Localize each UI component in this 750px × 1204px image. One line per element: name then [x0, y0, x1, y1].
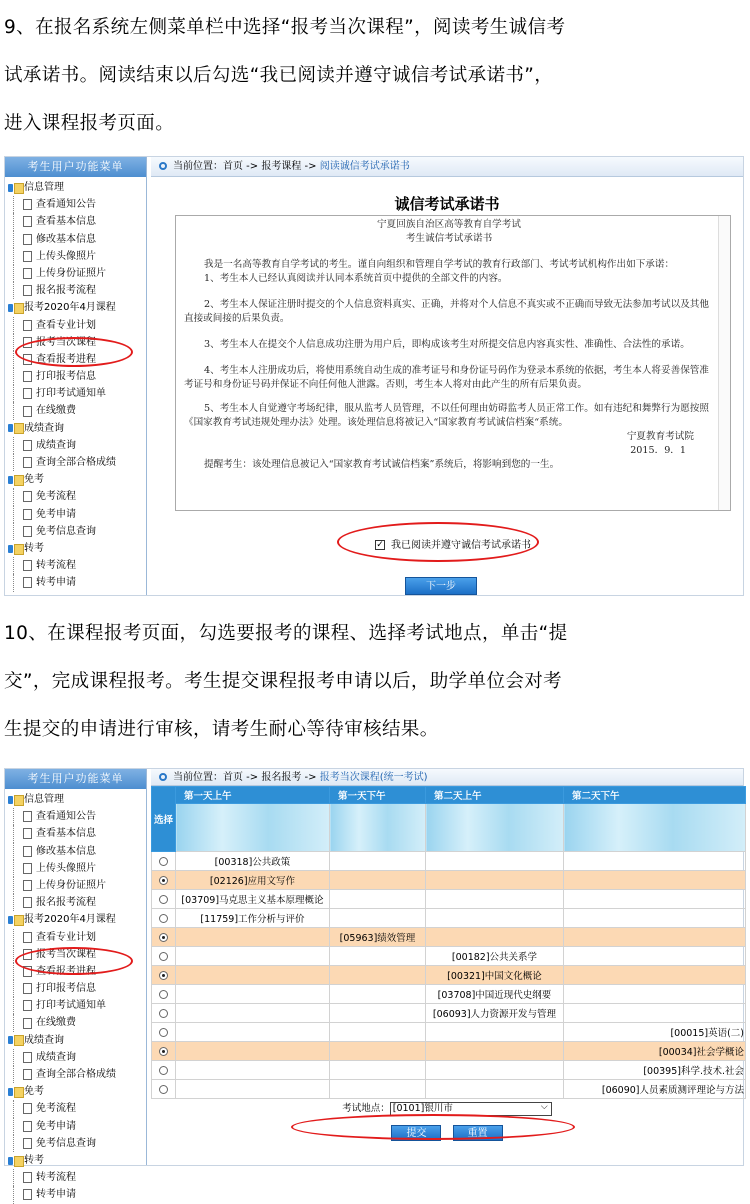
course-table	[151, 786, 746, 1099]
sidebar-item[interactable]	[5, 860, 146, 877]
course-name: [02126]应用文写作	[176, 871, 330, 890]
folder-icon	[8, 423, 22, 433]
empty-cell	[176, 1042, 330, 1061]
sidebar-item[interactable]	[5, 523, 146, 540]
folder-icon	[8, 1087, 22, 1097]
header-day2-pm: 第二天下午	[564, 787, 746, 804]
course-radio[interactable]	[159, 857, 168, 866]
sidebar-group[interactable]	[5, 420, 146, 437]
checkbox-checked-icon: ✓	[376, 540, 384, 550]
sidebar-item-label: 打印报考信息	[36, 371, 96, 383]
pledge-date: 2015．9．1	[630, 445, 686, 456]
step10-line-1: 10、在课程报考页面，勾选要报考的课程、选择考试地点，单击“提	[4, 623, 568, 644]
course-name: [00034]社会学概论	[564, 1042, 746, 1061]
pledge-signature: 宁夏教育考试院	[626, 431, 694, 442]
course-name: [11759]工作分析与评价	[176, 909, 330, 928]
empty-cell	[426, 909, 564, 928]
sidebar-item-label: 免考流程	[36, 1103, 76, 1115]
table-header-row	[152, 787, 746, 804]
sidebar-item-label: 在线缴费	[36, 405, 76, 417]
empty-cell	[426, 890, 564, 909]
next-button[interactable]: 下一步	[405, 577, 477, 595]
page-icon	[23, 1069, 32, 1080]
page-icon	[23, 199, 32, 210]
sidebar-item[interactable]	[5, 574, 146, 591]
course-name: [06093]人力资源开发与管理	[426, 1004, 564, 1023]
sidebar-group[interactable]	[5, 471, 146, 488]
sidebar-item-label: 上传身份证照片	[36, 879, 106, 891]
sidebar-item[interactable]	[5, 1135, 146, 1152]
step10-paragraph	[4, 610, 744, 754]
course-radio[interactable]	[159, 1047, 168, 1056]
page-icon	[23, 1138, 32, 1149]
empty-cell	[330, 1061, 426, 1080]
course-row	[152, 985, 746, 1004]
sidebar-item-label: 查询全部合格成绩	[36, 1069, 116, 1080]
sidebar-item-label: 查询全部合格成绩	[36, 457, 116, 468]
course-radio-cell[interactable]	[152, 909, 176, 928]
course-radio[interactable]	[159, 990, 168, 999]
sidebar-item-label: 上传身份证照片	[36, 267, 106, 279]
course-radio[interactable]	[159, 971, 168, 980]
sidebar-item[interactable]	[5, 1049, 146, 1066]
main-panel	[151, 157, 743, 595]
sidebar-item-label: 转考申请	[36, 1189, 76, 1201]
sidebar-item[interactable]	[5, 488, 146, 505]
sidebar-item-label: 报名报考流程	[36, 897, 96, 909]
sidebar-item-label: 上传头像照片	[36, 250, 96, 262]
page-icon	[23, 320, 32, 331]
page-icon	[23, 371, 32, 382]
pledge-item-1: 1、考生本人已经认真阅读并认同本系统首页中提供的全部文件的内容。	[204, 273, 508, 284]
breadcrumb-path: 当前位置：首页 -> 报考课程 ->	[173, 161, 320, 172]
page-icon	[23, 509, 32, 520]
page-icon	[23, 828, 32, 839]
sidebar-item[interactable]	[5, 825, 146, 842]
empty-cell	[564, 966, 746, 985]
course-name: [03708]中国近现代史纲要	[426, 985, 564, 1004]
submit-button[interactable]: 提交	[391, 1125, 441, 1141]
course-radio[interactable]	[159, 1009, 168, 1018]
time-cell-blurred	[176, 804, 330, 852]
sidebar-item-label: 修改基本信息	[36, 845, 96, 857]
pledge-item-2: 2、考生本人保证注册时提交的个人信息资料真实、正确，并将对个人信息不真实或不正确而导致无法参加考试以及其他直接或间接的后果负责。	[184, 299, 709, 324]
exam-time-row	[152, 804, 746, 852]
sidebar-item-label: 打印报考信息	[36, 983, 96, 995]
sidebar-item-label: 报考当次课程	[36, 948, 96, 960]
sidebar-item-label: 查看基本信息	[36, 216, 96, 228]
sidebar-item[interactable]	[5, 894, 146, 911]
page-icon	[23, 880, 32, 891]
page-icon	[23, 1189, 32, 1200]
time-cell-blurred	[330, 804, 426, 852]
page-icon	[23, 406, 32, 417]
empty-cell	[176, 928, 330, 947]
sidebar-group-label: 转考	[24, 1154, 44, 1166]
course-name: [06090]人员素质测评理论与方法	[564, 1080, 746, 1099]
step9-line-1: 9、在报名系统左侧菜单栏中选择“报考当次课程”，阅读考生诚信考	[4, 17, 566, 38]
page-icon	[23, 1018, 32, 1029]
empty-cell	[176, 1023, 330, 1042]
sidebar-item-label: 在线缴费	[36, 1017, 76, 1029]
course-radio-cell[interactable]	[152, 985, 176, 1004]
course-radio-cell[interactable]	[152, 1042, 176, 1061]
exam-place-label: 考试地点：	[342, 1103, 390, 1114]
page-icon	[23, 863, 32, 874]
time-cell-blurred	[564, 804, 746, 852]
sidebar-item[interactable]	[5, 557, 146, 574]
sidebar-title: 考生用户功能菜单	[5, 157, 146, 177]
course-row	[152, 1004, 746, 1023]
sidebar-item[interactable]	[5, 808, 146, 825]
course-radio-cell[interactable]	[152, 871, 176, 890]
sidebar-group[interactable]	[5, 299, 146, 316]
course-radio-cell[interactable]	[152, 1061, 176, 1080]
course-radio-cell[interactable]	[152, 1023, 176, 1042]
empty-cell	[426, 871, 564, 890]
sidebar-item-label: 查看报考进程	[36, 353, 96, 365]
header-day1-pm: 第一天下午	[330, 787, 426, 804]
course-row	[152, 1080, 746, 1099]
folder-icon	[8, 1035, 22, 1045]
course-row	[152, 966, 746, 985]
course-radio-cell[interactable]	[152, 966, 176, 985]
sidebar-item-label: 免考申请	[36, 1120, 76, 1132]
empty-cell	[330, 947, 426, 966]
exam-place-value: [0101]银川市	[392, 1102, 453, 1114]
sidebar-item[interactable]	[5, 402, 146, 419]
course-radio[interactable]	[159, 876, 168, 885]
sidebar-item-label: 免考信息查询	[36, 525, 96, 537]
sidebar-item[interactable]	[5, 1100, 146, 1117]
course-row	[152, 1042, 746, 1061]
step9-line-3: 进入课程报考页面。	[4, 113, 175, 134]
menu-highlight-ring	[15, 947, 133, 975]
empty-cell	[426, 1042, 564, 1061]
course-name: [00395]科学.技术.社会	[564, 1061, 746, 1080]
page-icon	[23, 811, 32, 822]
page-icon	[23, 457, 32, 468]
sidebar-item-label: 转考流程	[36, 1172, 76, 1184]
sidebar-group-label: 免考	[24, 1086, 44, 1098]
empty-cell	[176, 1004, 330, 1023]
course-row	[152, 928, 746, 947]
page-icon	[23, 1121, 32, 1132]
sidebar-item-label: 查看报考进程	[36, 965, 96, 977]
sidebar-group-label: 成绩查询	[24, 422, 64, 434]
course-row	[152, 909, 746, 928]
page-icon	[23, 983, 32, 994]
sidebar-item[interactable]	[5, 1066, 146, 1083]
course-row	[152, 1023, 746, 1042]
course-row	[152, 890, 746, 909]
breadcrumb-current: 阅读诚信考试承诺书	[319, 161, 410, 172]
page-icon	[23, 285, 32, 296]
empty-cell	[330, 1080, 426, 1099]
course-row	[152, 947, 746, 966]
sidebar-group[interactable]	[5, 791, 146, 808]
page-icon	[23, 491, 32, 502]
page-icon	[23, 440, 32, 451]
sidebar-item[interactable]	[5, 368, 146, 385]
pledge-screenshot	[4, 156, 744, 596]
course-radio[interactable]	[159, 895, 168, 904]
sidebar-item-label: 报考当次课程	[36, 336, 96, 348]
page-icon	[23, 846, 32, 857]
pledge-item-4: 4、考生本人注册成功后，将使用系统自动生成的准考证号和身份证号码作为登录本系统的依据，考生本人将妥善保管准考证号和身份证号码并保证不向任何他人泄露。否则，考生本人将对由此产生的所有后果负责。	[184, 365, 709, 390]
course-radio-cell[interactable]	[152, 928, 176, 947]
sidebar-item[interactable]	[5, 265, 146, 282]
course-radio-cell[interactable]	[152, 852, 176, 871]
sidebar-group[interactable]	[5, 540, 146, 557]
sidebar-item[interactable]	[5, 196, 146, 213]
step10-line-3: 生提交的申请进行审核，请考生耐心等待审核结果。	[4, 719, 439, 740]
folder-icon	[8, 1156, 22, 1166]
course-radio-cell[interactable]	[152, 1080, 176, 1099]
sidebar-item-label: 上传头像照片	[36, 862, 96, 874]
course-radio[interactable]	[159, 933, 168, 942]
folder-icon	[8, 544, 22, 554]
page-icon	[23, 234, 32, 245]
reset-button[interactable]: 重置	[453, 1125, 503, 1141]
pledge-text-box[interactable]	[175, 215, 731, 511]
empty-cell	[176, 1080, 330, 1099]
empty-cell	[564, 852, 746, 871]
sidebar-item-label: 转考流程	[36, 560, 76, 572]
folder-icon	[8, 303, 22, 313]
course-radio[interactable]	[159, 952, 168, 961]
sidebar-item-label: 免考信息查询	[36, 1137, 96, 1149]
sidebar-group-label: 转考	[24, 542, 44, 554]
page-icon	[23, 526, 32, 537]
empty-cell	[564, 985, 746, 1004]
course-row	[152, 1061, 746, 1080]
header-day1-am: 第一天上午	[176, 787, 330, 804]
sidebar-tree	[5, 177, 146, 592]
step10-line-2: 交”，完成课程报考。考生提交课程报考申请以后，助学单位会对考	[4, 671, 563, 692]
page-icon	[23, 216, 32, 227]
course-radio[interactable]	[159, 1085, 168, 1094]
empty-cell	[426, 928, 564, 947]
pledge-heading-2: 考生诚信考试承诺书	[405, 233, 493, 244]
sidebar-item-label: 转考申请	[36, 577, 76, 589]
empty-cell	[330, 1042, 426, 1061]
time-cell-blurred	[426, 804, 564, 852]
empty-cell	[426, 1061, 564, 1080]
sidebar-item[interactable]	[5, 282, 146, 299]
course-row	[152, 852, 746, 871]
sidebar-group[interactable]	[5, 1032, 146, 1049]
sidebar-item[interactable]	[5, 1169, 146, 1186]
sidebar-group-label: 成绩查询	[24, 1034, 64, 1046]
breadcrumb-path: 当前位置：首页 -> 报名报考 ->	[173, 772, 320, 783]
page-icon	[23, 268, 32, 279]
breadcrumb-current: 报考当次课程(统一考试)	[319, 772, 428, 783]
course-radio-cell[interactable]	[152, 947, 176, 966]
sidebar-item-label: 查看基本信息	[36, 828, 96, 840]
pledge-scrollbar[interactable]	[718, 216, 730, 510]
sidebar-item[interactable]	[5, 506, 146, 523]
sidebar-item[interactable]	[5, 213, 146, 230]
sidebar-item-label: 查看通知公告	[36, 811, 96, 823]
sidebar-group[interactable]	[5, 1152, 146, 1169]
pledge-heading-1: 宁夏回族自治区高等教育自学考试	[377, 219, 521, 230]
empty-cell	[176, 947, 330, 966]
empty-cell	[330, 966, 426, 985]
pledge-item-3: 3、考生本人在提交个人信息成功注册为用户后，即构成该考生对所提交信息内容真实性、准确性、合法性的承诺。	[204, 339, 690, 350]
folder-icon	[8, 915, 22, 925]
step9-line-2: 试承诺书。阅读结束以后勾选“我已阅读并遵守诚信考试承诺书”，	[4, 65, 554, 86]
page-icon	[23, 577, 32, 588]
page-icon	[23, 932, 32, 943]
sidebar-item-label: 报名报考流程	[36, 285, 96, 297]
empty-cell	[330, 985, 426, 1004]
course-name: [05963]绩效管理	[330, 928, 426, 947]
course-name: [00015]英语(二)	[564, 1023, 746, 1042]
course-row	[152, 871, 746, 890]
sidebar-item[interactable]	[5, 385, 146, 402]
course-radio-cell[interactable]	[152, 1004, 176, 1023]
sidebar-item-label: 成绩查询	[36, 1051, 76, 1063]
empty-cell	[564, 928, 746, 947]
sidebar-menu	[5, 157, 147, 595]
course-radio[interactable]	[159, 1066, 168, 1075]
page-icon	[23, 1052, 32, 1063]
empty-cell	[564, 947, 746, 966]
select-header: 选择	[152, 787, 176, 852]
course-radio-cell[interactable]	[152, 890, 176, 909]
empty-cell	[330, 871, 426, 890]
empty-cell	[176, 1061, 330, 1080]
empty-cell	[330, 852, 426, 871]
sidebar-item[interactable]	[5, 248, 146, 265]
empty-cell	[426, 1080, 564, 1099]
empty-cell	[330, 890, 426, 909]
sidebar-item[interactable]	[5, 877, 146, 894]
sidebar-item-label: 打印考试通知单	[36, 388, 106, 400]
agree-label: 我已阅读并遵守诚信考试承诺书	[391, 540, 531, 551]
page-icon	[23, 388, 32, 399]
empty-cell	[330, 1004, 426, 1023]
folder-icon	[8, 795, 22, 805]
page-icon	[23, 1172, 32, 1183]
sidebar-item-label: 成绩查询	[36, 439, 76, 451]
folder-icon	[8, 475, 22, 485]
sidebar-item[interactable]	[5, 980, 146, 997]
page-icon	[23, 897, 32, 908]
sidebar-item[interactable]	[5, 929, 146, 946]
sidebar-group[interactable]	[5, 1083, 146, 1100]
sidebar-item[interactable]	[5, 231, 146, 248]
page-icon	[23, 1000, 32, 1011]
course-name: [00318]公共政策	[176, 852, 330, 871]
sidebar-item-label: 查看通知公告	[36, 199, 96, 211]
course-radio[interactable]	[159, 914, 168, 923]
location-icon	[159, 162, 167, 170]
empty-cell	[564, 1004, 746, 1023]
sidebar-item-label: 免考流程	[36, 491, 76, 503]
sidebar-item-label: 查看专业计划	[36, 319, 96, 331]
step9-paragraph	[4, 4, 744, 148]
sidebar-group-label: 免考	[24, 474, 44, 486]
sidebar-item-label: 查看专业计划	[36, 931, 96, 943]
breadcrumb	[151, 157, 743, 177]
empty-cell	[426, 1023, 564, 1042]
course-name: [00182]公共关系学	[426, 947, 564, 966]
pledge-item-5: 5、考生本人自觉遵守考场纪律，服从监考人员管理，不以任何理由妨碍监考人员正常工作。如有违纪和舞弊行为愿按照《国家教育考试违规处理办法》处理。该处理信息将被记入“国家教育考试诚信档案“系统。	[184, 403, 709, 428]
sidebar-item[interactable]	[5, 997, 146, 1014]
empty-cell	[564, 871, 746, 890]
sidebar-group[interactable]	[5, 911, 146, 928]
folder-icon	[8, 183, 22, 193]
sidebar-item[interactable]	[5, 437, 146, 454]
sidebar-group-label: 报考2020年4月课程	[24, 914, 116, 926]
empty-cell	[330, 1023, 426, 1042]
sidebar-item[interactable]	[5, 454, 146, 471]
pledge-title: 诚信考试承诺书	[394, 195, 500, 213]
course-radio[interactable]	[159, 1028, 168, 1037]
sidebar-title: 考生用户功能菜单	[5, 769, 146, 789]
sidebar-item[interactable]	[5, 1014, 146, 1031]
sidebar-item-label: 免考申请	[36, 508, 76, 520]
sidebar-item-label: 打印考试通知单	[36, 1000, 106, 1012]
empty-cell	[426, 852, 564, 871]
menu-highlight-ring	[15, 337, 133, 367]
breadcrumb	[151, 769, 743, 786]
sidebar-group-label: 信息管理	[24, 794, 64, 805]
sidebar-group-label: 信息管理	[24, 182, 64, 193]
empty-cell	[564, 890, 746, 909]
sidebar-item-label: 修改基本信息	[36, 233, 96, 245]
empty-cell	[564, 909, 746, 928]
course-name: [00321]中国文化概论	[426, 966, 564, 985]
sidebar-group[interactable]	[5, 179, 146, 196]
header-day2-am: 第二天上午	[426, 787, 564, 804]
sidebar-item[interactable]	[5, 843, 146, 860]
page-icon	[23, 1103, 32, 1114]
sidebar-group-label: 报考2020年4月课程	[24, 302, 116, 314]
empty-cell	[330, 909, 426, 928]
page-icon	[23, 560, 32, 571]
agree-highlight-ring	[337, 522, 539, 562]
main-panel	[151, 769, 743, 1165]
pledge-reminder: 提醒考生：该处理信息被记入“国家教育考试诚信档案”系统后，将影响到您的一生。	[204, 459, 560, 470]
place-highlight-ring	[291, 1114, 575, 1140]
sidebar-tree	[5, 789, 146, 1204]
page-icon	[23, 251, 32, 262]
sidebar-item[interactable]	[5, 1186, 146, 1203]
location-icon	[159, 773, 167, 781]
empty-cell	[176, 985, 330, 1004]
sidebar-item[interactable]	[5, 317, 146, 334]
sidebar-item[interactable]	[5, 1118, 146, 1135]
pledge-intro: 我是一名高等教育自学考试的考生。谨自向组织和管理自学考试的教育行政部门、考试考试机构作出如下承诺：	[204, 259, 675, 270]
course-name: [03709]马克思主义基本原理概论	[176, 890, 330, 909]
course-screenshot	[4, 768, 744, 1201]
empty-cell	[176, 966, 330, 985]
